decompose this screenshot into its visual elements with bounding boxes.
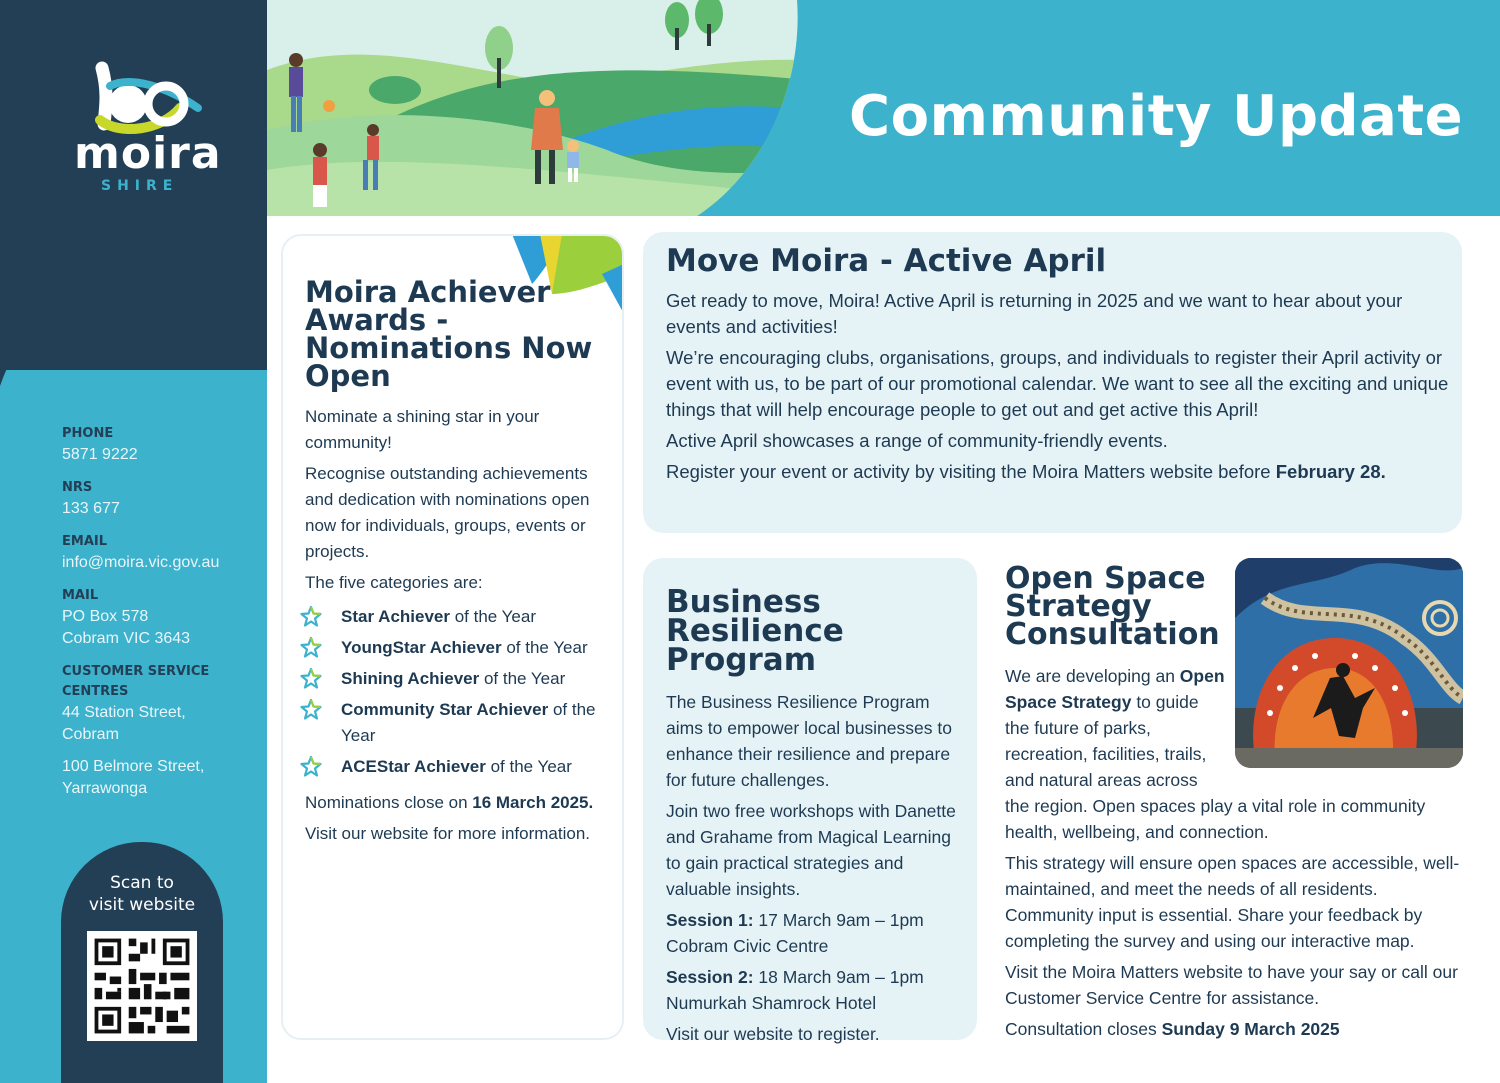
active-april-p3: Active April showcases a range of community-friendly events. — [666, 430, 1168, 451]
contact-label: PHONE — [62, 426, 114, 441]
business-p2: Join two free workshops with Danette and Grahame from Magical Learning to gain practical strategies and valuable insights. — [666, 801, 956, 899]
qr-code-icon[interactable] — [87, 931, 197, 1041]
category-name: ACEStar Achiever — [341, 757, 486, 776]
active-april-p4 — [666, 459, 1456, 485]
business-content — [666, 584, 966, 1052]
header-banner — [267, 0, 1500, 216]
mural-photo — [1235, 558, 1463, 768]
category-suffix: of the Year — [449, 607, 537, 626]
os-p1-mid: to guide the future of parks, recreation, facilities, trails, and natural areas across — [1005, 692, 1207, 790]
awards-content — [305, 275, 605, 852]
scan-qr-panel — [61, 842, 223, 1083]
page-title: Community Update — [849, 84, 1464, 149]
contact-email — [62, 532, 262, 574]
os-p1-prefix: We are developing an — [1005, 666, 1180, 686]
scan-line-1: Scan to — [110, 873, 174, 893]
category-name: YoungStar Achiever — [341, 638, 502, 657]
session-time: 17 March 9am – 1pm — [753, 910, 924, 930]
session-2 — [666, 964, 966, 1016]
service-centre-address: 100 Belmore Street, Yarrawonga — [62, 758, 205, 797]
email-link[interactable]: info@moira.vic.gov.au — [62, 554, 220, 571]
category-name: Star Achiever — [341, 607, 450, 626]
star-icon — [299, 698, 323, 722]
contact-mail — [62, 586, 262, 650]
session-time: 18 March 9am – 1pm — [753, 967, 924, 987]
contact-label: EMAIL — [62, 534, 107, 549]
active-april-p1: Get ready to move, Moira! Active April is returning in 2025 and we want to hear about your events and activities! — [666, 290, 1403, 337]
contact-label: CUSTOMER SERVICE CENTRES — [62, 664, 210, 699]
awards-visit: Visit our website for more information. — [305, 824, 591, 843]
active-april-card — [643, 232, 1462, 533]
consultation-prefix: Consultation closes — [1005, 1019, 1162, 1039]
category-item — [305, 604, 605, 630]
contact-label: NRS — [62, 480, 93, 495]
sidebar — [0, 0, 267, 1083]
mail-line: Cobram VIC 3643 — [62, 630, 191, 647]
category-suffix: of the Year — [341, 700, 596, 745]
category-name: Shining Achiever — [341, 669, 480, 688]
logo-wordmark: moira — [74, 128, 222, 179]
os-strategy-name: Open Space Strategy — [1005, 666, 1225, 712]
contact-phone — [62, 424, 262, 466]
categories-heading: The five categories are: — [305, 573, 483, 592]
session-label: Session 2: — [666, 967, 754, 987]
open-space-p3: Visit the Moira Matters website to have your say or call our Customer Service Centre for assistance. — [1005, 962, 1458, 1008]
category-item — [305, 697, 605, 749]
sidebar-curve — [0, 216, 267, 386]
category-suffix: of the Year — [479, 669, 566, 688]
active-april-content — [666, 242, 1456, 490]
open-space-p1 — [1005, 663, 1225, 793]
contact-label: MAIL — [62, 588, 99, 603]
session-venue: Cobram Civic Centre — [666, 936, 829, 956]
star-icon — [299, 636, 323, 660]
category-item — [305, 754, 605, 780]
session-venue: Numurkah Shamrock Hotel — [666, 993, 877, 1013]
active-april-title: Move Moira - Active April — [666, 243, 1107, 279]
business-resilience-card — [643, 558, 977, 1044]
nominations-close — [305, 790, 605, 816]
register-prefix: Register your event or activity by visiting the Moira Matters website before — [666, 461, 1276, 482]
business-p1: The Business Resilience Program aims to empower local businesses to enhance their resilience and prepare for future challenges. — [666, 692, 952, 790]
star-icon — [299, 605, 323, 629]
scan-caption — [61, 872, 223, 916]
nrs-number[interactable]: 133 677 — [62, 500, 120, 517]
open-space-p4 — [1005, 1016, 1465, 1042]
session-1 — [666, 907, 966, 959]
scan-line-2: visit website — [88, 895, 196, 915]
park-illustration — [267, 0, 807, 216]
category-suffix: of the Year — [485, 757, 572, 776]
phone-number[interactable]: 5871 9222 — [62, 446, 138, 463]
consultation-date: Sunday 9 March 2025 — [1161, 1019, 1340, 1039]
awards-recognise: Recognise outstanding achievements and dedication with nominations open now for individuals, groups, events or projects. — [305, 464, 590, 561]
close-date: 16 March 2025. — [472, 793, 594, 812]
awards-intro: Nominate a shining star in your community! — [305, 407, 540, 452]
business-title: Business Resilience Program — [666, 584, 844, 678]
star-icon — [299, 667, 323, 691]
category-name: Community Star Achiever — [341, 700, 549, 719]
open-space-title: Open Space Strategy Consultation — [1005, 561, 1220, 652]
register-deadline: February 28. — [1275, 461, 1386, 482]
logo-subtitle: SHIRE — [101, 178, 179, 194]
business-visit: Visit our website to register. — [666, 1024, 880, 1044]
open-space-p1-cont: the region. Open spaces play a vital role in community health, wellbeing, and connection. — [1005, 796, 1426, 842]
mail-line: PO Box 578 — [62, 608, 149, 625]
open-space-p2: This strategy will ensure open spaces are accessible, well-maintained, and meet the needs of all residents. Community input is essential. Share your feedback by completing the survey and using our interactive map. — [1005, 853, 1460, 951]
category-item — [305, 635, 605, 661]
service-centre-address: 44 Station Street, Cobram — [62, 704, 186, 743]
star-icon — [299, 755, 323, 779]
active-april-p2: We’re encouraging clubs, organisations, groups, and individuals to register their April activity or event with us, to be part of our promotional calendar. We want to see all the exciting and unique things that will help encourage people to get out and get active this April! — [666, 347, 1449, 420]
contact-nrs — [62, 478, 262, 520]
awards-title: Moira Achiever Awards - Nominations Now Open — [305, 275, 593, 393]
session-label: Session 1: — [666, 910, 754, 930]
close-prefix: Nominations close on — [305, 793, 473, 812]
category-suffix: of the Year — [501, 638, 588, 657]
contact-service-centres — [62, 662, 262, 800]
category-list — [305, 604, 605, 780]
awards-card — [281, 234, 624, 1040]
contact-list — [62, 424, 262, 812]
category-item — [305, 666, 605, 692]
